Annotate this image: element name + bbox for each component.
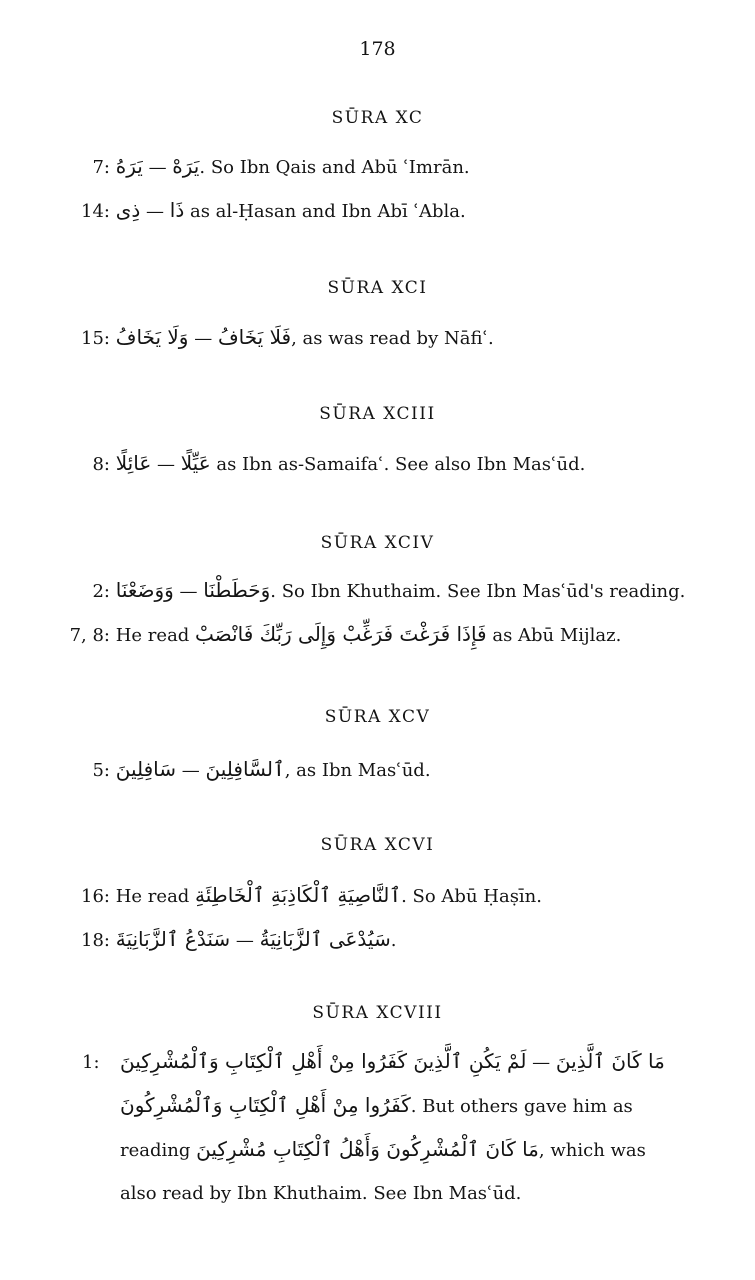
arabic-variant: سَيُدْعَى ٱلزَّبَانِيَةُ: [259, 927, 391, 951]
verse-number: 1:: [82, 1052, 100, 1073]
arabic-reading: ذِى: [115, 198, 141, 222]
entry-line: [82, 451, 585, 475]
arabic-reading: كَفَرُوا مِنْ أَهْلِ ٱلْكِتَابِ وَٱلْمُشْرِكُونَ: [120, 1093, 411, 1117]
entry-line: [72, 927, 396, 951]
arabic-variant: يَرَهْ: [172, 154, 200, 178]
paragraph-line: [120, 1040, 698, 1084]
verse-number: 14:: [81, 201, 110, 222]
arabic-variant: وَحَطَطْنَا: [203, 578, 271, 602]
entry-note: . So Ibn Qais and Abū ʿImrān.: [199, 157, 470, 178]
entry-line: [82, 578, 685, 602]
dash-separator: —: [148, 157, 167, 178]
arabic-reading: عَائِلًا: [115, 451, 152, 475]
paragraph-line: [120, 1172, 698, 1215]
entry-paragraph: [120, 1040, 698, 1215]
section-heading: SŪRA XCIII: [319, 404, 436, 424]
section-heading: SŪRA XCVIII: [312, 1003, 443, 1023]
entry-line: [82, 757, 431, 781]
section-heading: SŪRA XCV: [324, 707, 431, 727]
entry-note: , as Ibn Masʿūd.: [284, 760, 431, 781]
entry-note: . So Ibn Khuthaim. See Ibn Masʿūd's reading.: [270, 581, 686, 602]
verse-number: 8:: [92, 454, 110, 475]
entry-note: .: [390, 930, 397, 951]
arabic-reading: فَإِذَا فَرَغْتَ فَرَغِّبْ وَإِلَى رَبِّكَ فَانْصَبْ: [195, 622, 487, 646]
entry-note: . But others gave him as: [410, 1096, 633, 1117]
arabic-reading: ٱلنَّاصِيَةِ ٱلْكَاذِبَةِ ٱلْخَاطِئَةِ: [195, 883, 402, 907]
entry-prefix: He read: [115, 625, 196, 646]
arabic-variant: ذَا: [169, 198, 185, 222]
dash-separator: —: [179, 581, 198, 602]
arabic-variant: عَيِّلًا: [180, 451, 211, 475]
dash-separator: —: [181, 760, 200, 781]
entry-line: [72, 883, 542, 907]
arabic-reading: مَا كَانَ ٱلْمُشْرِكُونَ وَأَهْلُ ٱلْكِتَابِ مُشْرِكِينَ: [196, 1137, 539, 1161]
entry-line: [56, 622, 621, 646]
dash-separator: —: [194, 328, 213, 349]
paragraph-line: [120, 1128, 698, 1172]
entry-prefix: He read: [115, 886, 196, 907]
entry-note: as al-Ḥasan and Ibn Abī ʿAbla.: [184, 201, 466, 222]
page-number: 178: [359, 38, 396, 60]
entry-line: [82, 154, 470, 178]
arabic-reading: سَنَدْعُ ٱلزَّبَانِيَةَ: [115, 927, 231, 951]
arabic-reading: يَرَهُ: [115, 154, 143, 178]
verse-number: 5:: [92, 760, 110, 781]
entry-note: . So Abū Ḥaṣīn.: [401, 886, 542, 907]
entry-note: as Abū Mijlaz.: [486, 625, 622, 646]
arabic-variant: ٱلسَّافِلِينَ: [205, 757, 285, 781]
section-heading: SŪRA XCVI: [320, 835, 435, 855]
section-heading: SŪRA XC: [331, 108, 424, 128]
entry-note: , which was: [538, 1140, 646, 1161]
verse-number: 18:: [81, 930, 110, 951]
section-heading: SŪRA XCI: [327, 278, 428, 298]
dash-separator: —: [146, 201, 165, 222]
entry-line: [72, 198, 466, 222]
dash-separator: —: [235, 930, 254, 951]
arabic-variant: فَلَا يَخَافُ: [217, 325, 292, 349]
entry-prefix: reading: [120, 1140, 197, 1161]
dash-separator: —: [157, 454, 175, 475]
arabic-variant: مَا كَانَ ٱلَّذِينَ: [555, 1049, 665, 1073]
entry-note: also read by Ibn Khuthaim. See Ibn Masʿūd.: [120, 1183, 522, 1204]
dash-separator: —: [532, 1052, 551, 1073]
arabic-reading: لَمْ يَكُنِ ٱلَّذِينَ كَفَرُوا مِنْ أَهْلِ ٱلْكِتَابِ وَٱلْمُشْرِكِينَ: [120, 1049, 527, 1073]
entry-note: as Ibn as-Samaifaʿ. See also Ibn Masʿūd.: [210, 454, 586, 475]
paragraph-line: [120, 1084, 698, 1128]
verse-number: 2:: [92, 581, 110, 602]
verse-number: 16:: [81, 886, 110, 907]
entry-line: [72, 325, 494, 349]
arabic-reading: سَافِلِينَ: [115, 757, 177, 781]
entry-note: , as was read by Nāfiʿ.: [291, 328, 494, 349]
verse-number: 7:: [92, 157, 110, 178]
arabic-reading: وَوَضَعْنَا: [115, 578, 174, 602]
arabic-reading: وَلَا يَخَافُ: [115, 325, 189, 349]
verse-number: 15:: [81, 328, 110, 349]
verse-number: 7, 8:: [69, 625, 110, 646]
section-heading: SŪRA XCIV: [320, 533, 435, 553]
